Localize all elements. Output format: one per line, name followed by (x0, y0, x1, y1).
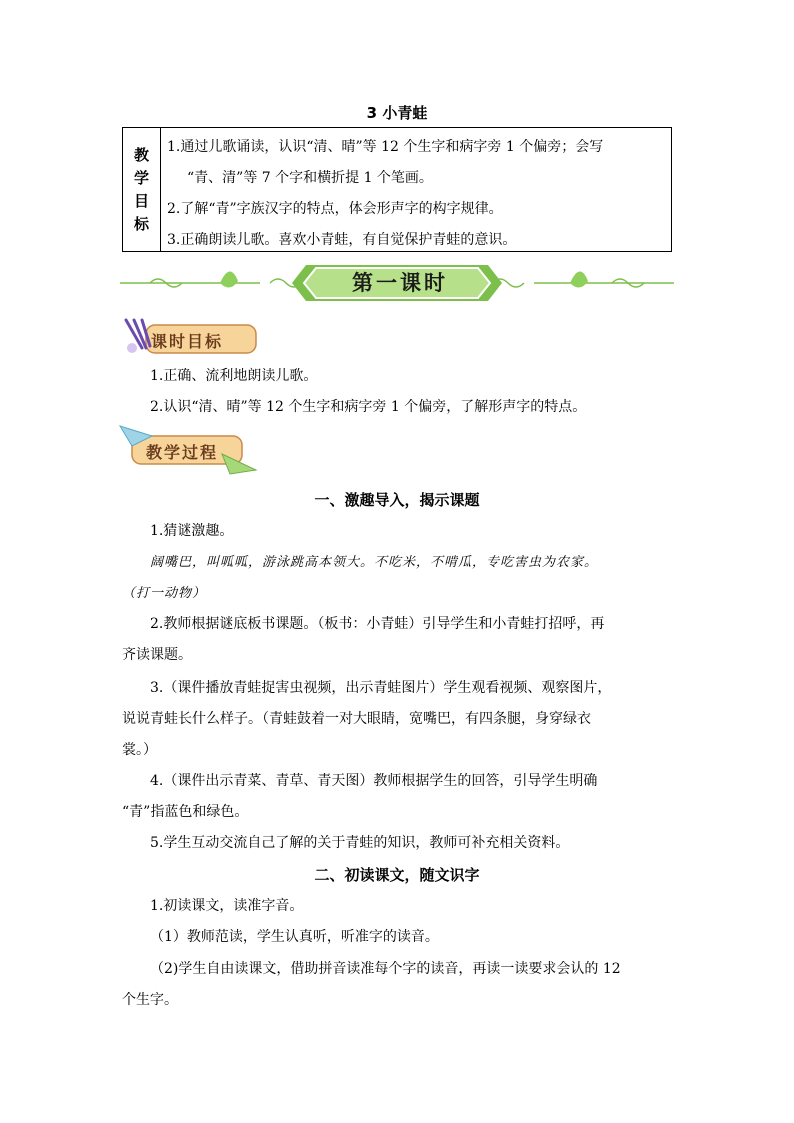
process-line: 1.猜谜激趣。 (150, 523, 234, 539)
process-line: 说说青蛙长什么样子。（青蛙鼓着一对大眼睛，宽嘴巴，有四条腿，身穿绿衣 (122, 711, 591, 727)
banner-title: 第一课时 (352, 271, 448, 295)
process-line: 齐读课题。 (122, 647, 192, 663)
tag-objectives-label: 课时目标 (151, 332, 224, 351)
process-line: （2)学生自由读课文，借助拼音读准每个字的读音，再读一读要求会认的 12 (150, 961, 621, 977)
leaf-right-icon (570, 271, 588, 287)
leaf-left-icon (220, 271, 238, 287)
tag-process-label: 教学过程 (146, 443, 219, 462)
goals-table (122, 127, 672, 252)
goal-item: “青、清”等 7 个字和横折提 1 个笔画。 (187, 170, 433, 186)
process-line: 个生字。 (122, 992, 178, 1008)
process-line: 5.学生互动交流自己了解的关于青蛙的知识，教师可补充相关资料。 (150, 835, 570, 851)
goal-item: 2.了解“青”字族汉字的特点，体会形声字的构字规律。 (167, 201, 503, 217)
goals-header-label: 教学目标 (133, 145, 149, 233)
section-heading: 二、初读课文，随文识字 (314, 866, 480, 884)
goals-body (161, 128, 671, 251)
process-line: 2.教师根据谜底板书课题。（板书：小青蛙）引导学生和小青蛙打招呼，再 (150, 616, 605, 632)
process-line: 3.（课件播放青蛙捉害虫视频，出示青蛙图片）学生观看视频、观察图片， (150, 680, 612, 696)
riddle-answer-hint: （打一动物） (122, 586, 207, 601)
goals-header (123, 128, 161, 251)
process-line: 4.（课件出示青菜、青草、青天图）教师根据学生的回答，引导学生明确 (150, 773, 598, 789)
process-line: “青”指蓝色和绿色。 (122, 804, 249, 820)
goal-item: 3.正确朗读儿歌。喜欢小青蛙，有自觉保护青蛙的意识。 (167, 232, 517, 248)
page-title: 3 小青蛙 (366, 104, 428, 122)
flower-icon (127, 343, 137, 353)
objective-line: 1.正确、流利地朗读儿歌。 (150, 368, 318, 384)
section-heading: 一、激趣导入，揭示课题 (314, 491, 480, 509)
process-line: 裳。） (122, 742, 157, 758)
objective-line: 2.认识“清、晴”等 12 个生字和病字旁 1 个偏旁，了解形声字的特点。 (150, 399, 587, 415)
process-line: 1.初读课文，读准字音。 (150, 898, 304, 914)
process-line: （1）教师范读，学生认真听，听准字的读音。 (150, 929, 439, 945)
riddle-line: 阔嘴巴，叫呱呱，游泳跳高本领大。不吃米，不啃瓜，专吃害虫为农家。 (150, 555, 599, 570)
goal-item: 1.通过儿歌诵读，认识“清、晴”等 12 个生字和病字旁 1 个偏旁；会写 (167, 139, 604, 155)
